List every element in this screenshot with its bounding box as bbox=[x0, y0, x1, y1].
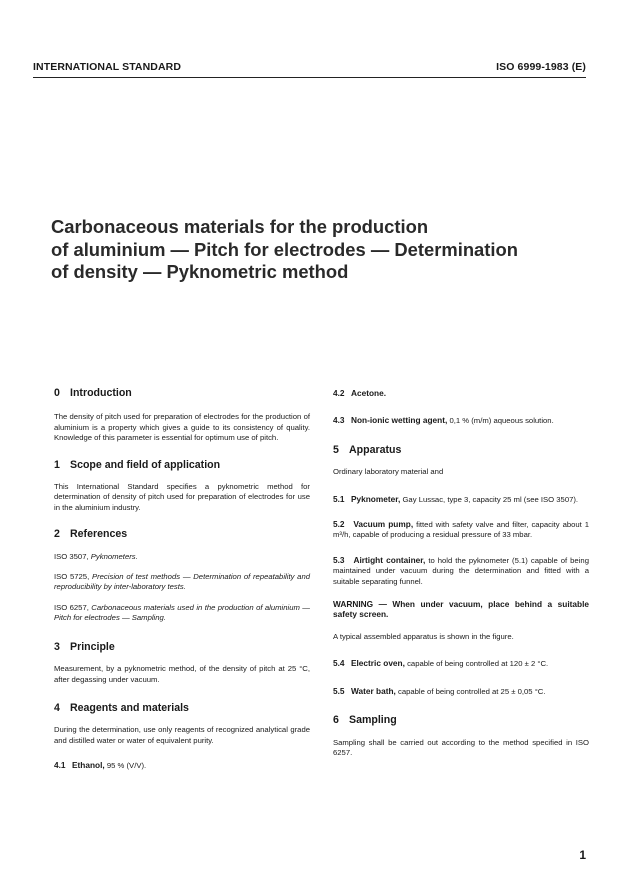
section-number: 0 bbox=[54, 387, 60, 399]
reference-title: Precision of test methods — Determination of repeatability and reproducibility by inter-laboratory tests. bbox=[54, 572, 310, 592]
section-5-heading bbox=[333, 445, 589, 455]
reference-code: ISO 6257, bbox=[54, 602, 89, 612]
right-column bbox=[333, 388, 589, 758]
entry-5-3 bbox=[333, 555, 589, 587]
reference-code: ISO 3507, bbox=[54, 551, 89, 561]
section-number: 6 bbox=[333, 714, 339, 727]
entry-number: 5.3 bbox=[333, 554, 345, 565]
section-0-heading bbox=[54, 388, 310, 398]
entry-label: Non-ionic wetting agent, bbox=[350, 415, 448, 426]
title-line-3: of density — Pyknometric method bbox=[51, 261, 349, 282]
reference-iso-5725 bbox=[54, 572, 310, 593]
safety-warning: WARNING — When under vacuum, place behind a suitable safety screen. bbox=[333, 599, 589, 620]
section-title: References bbox=[70, 528, 128, 541]
entry-4-3 bbox=[333, 415, 589, 426]
entry-label: Electric oven, bbox=[350, 658, 405, 669]
reference-code: ISO 5725, bbox=[54, 572, 90, 582]
entry-label: Ethanol, bbox=[71, 760, 105, 771]
entry-4-1 bbox=[54, 760, 310, 771]
entry-text: capable of being controlled at 120 ± 2 °C. bbox=[407, 659, 549, 669]
entry-label: Acetone. bbox=[350, 388, 387, 398]
entry-5-5 bbox=[333, 686, 589, 697]
reference-iso-6257 bbox=[54, 603, 310, 624]
entry-number: 4.3 bbox=[333, 415, 345, 426]
section-number: 2 bbox=[54, 528, 60, 541]
section-title: Scope and field of application bbox=[70, 458, 221, 471]
section-number: 4 bbox=[54, 701, 60, 714]
section-1-heading bbox=[54, 460, 310, 470]
reagents-text: During the determination, use only reagents of recognized analytical grade and distilled water or water of equivalent purity. bbox=[54, 725, 310, 745]
title-line-1: Carbonaceous materials for the production bbox=[51, 216, 429, 237]
entry-number: 5.2 bbox=[333, 519, 345, 530]
section-number: 1 bbox=[54, 458, 60, 471]
section-3-heading bbox=[54, 642, 310, 652]
entry-4-2 bbox=[333, 388, 589, 399]
entry-text: capable of being controlled at 25 ± 0,05 °C. bbox=[397, 686, 546, 696]
entry-number: 5.1 bbox=[333, 493, 345, 504]
section-title: Principle bbox=[70, 640, 115, 653]
entry-text: 95 % (V/V). bbox=[106, 761, 147, 771]
section-title: Introduction bbox=[70, 387, 132, 399]
section-number: 5 bbox=[333, 443, 339, 456]
reference-title: Carbonaceous materials used in the production of aluminium — Pitch for electrodes — Sampling. bbox=[54, 602, 310, 623]
principle-text: Measurement, by a pyknometric method, of the density of pitch at 25 °C, after degassing under vacuum. bbox=[54, 664, 310, 684]
entry-5-1 bbox=[333, 494, 589, 505]
entry-label: Vacuum pump, bbox=[353, 519, 414, 530]
entry-text: fitted with safety valve and filter, capacity about 1 m³/h, capable of producing a residual pressure of 33 mbar. bbox=[333, 520, 590, 540]
entry-number: 4.2 bbox=[333, 388, 345, 398]
page-number: 1 bbox=[579, 848, 586, 862]
entry-number: 5.5 bbox=[333, 685, 345, 696]
left-column bbox=[54, 388, 310, 772]
header-rule bbox=[33, 77, 586, 78]
document-title bbox=[51, 216, 571, 284]
figure-note: A typical assembled apparatus is shown in the figure. bbox=[333, 631, 514, 641]
standard-number: ISO 6999-1983 (E) bbox=[496, 61, 586, 73]
sampling-text: Sampling shall be carried out according to the method specified in ISO 6257. bbox=[333, 737, 589, 757]
introduction-text: The density of pitch used for preparation of electrodes for the production of aluminium is a property which gives a guide to its consistency of quality. Knowledge of this parameter is essential for optimum use of pitch. bbox=[54, 412, 310, 443]
entry-number: 5.4 bbox=[333, 658, 345, 669]
entry-text: 0,1 % (m/m) aqueous solution. bbox=[449, 416, 554, 426]
reference-iso-3507 bbox=[54, 552, 310, 562]
section-6-heading bbox=[333, 715, 589, 725]
section-title: Apparatus bbox=[349, 443, 402, 456]
scope-text: This International Standard specifies a pyknometric method for determination of density of pitch used for preparation of electrodes for use in the aluminium industry. bbox=[54, 482, 310, 512]
entry-label: Pyknometer, bbox=[350, 493, 401, 504]
entry-5-2 bbox=[333, 519, 589, 541]
title-line-2: of aluminium — Pitch for electrodes — Determination bbox=[51, 238, 518, 260]
section-2-heading bbox=[54, 529, 310, 539]
section-number: 3 bbox=[54, 640, 60, 653]
section-4-heading bbox=[54, 703, 310, 713]
entry-label: Water bath, bbox=[350, 685, 396, 696]
entry-text: to hold the pyknometer (5.1) capable of being maintained under vacuum during the determination and fitted with a suitable separating funnel. bbox=[333, 555, 589, 586]
entry-number: 4.1 bbox=[54, 760, 66, 771]
apparatus-text: Ordinary laboratory material and bbox=[333, 467, 444, 477]
entry-label: Airtight container, bbox=[353, 554, 426, 565]
standard-type-label: INTERNATIONAL STANDARD bbox=[33, 61, 182, 73]
entry-text: Gay Lussac, type 3, capacity 25 ml (see ISO 3507). bbox=[402, 494, 579, 504]
section-title: Sampling bbox=[349, 714, 397, 727]
reference-title: Pyknometers. bbox=[90, 551, 138, 561]
entry-5-4 bbox=[333, 658, 589, 669]
section-title: Reagents and materials bbox=[70, 701, 189, 714]
